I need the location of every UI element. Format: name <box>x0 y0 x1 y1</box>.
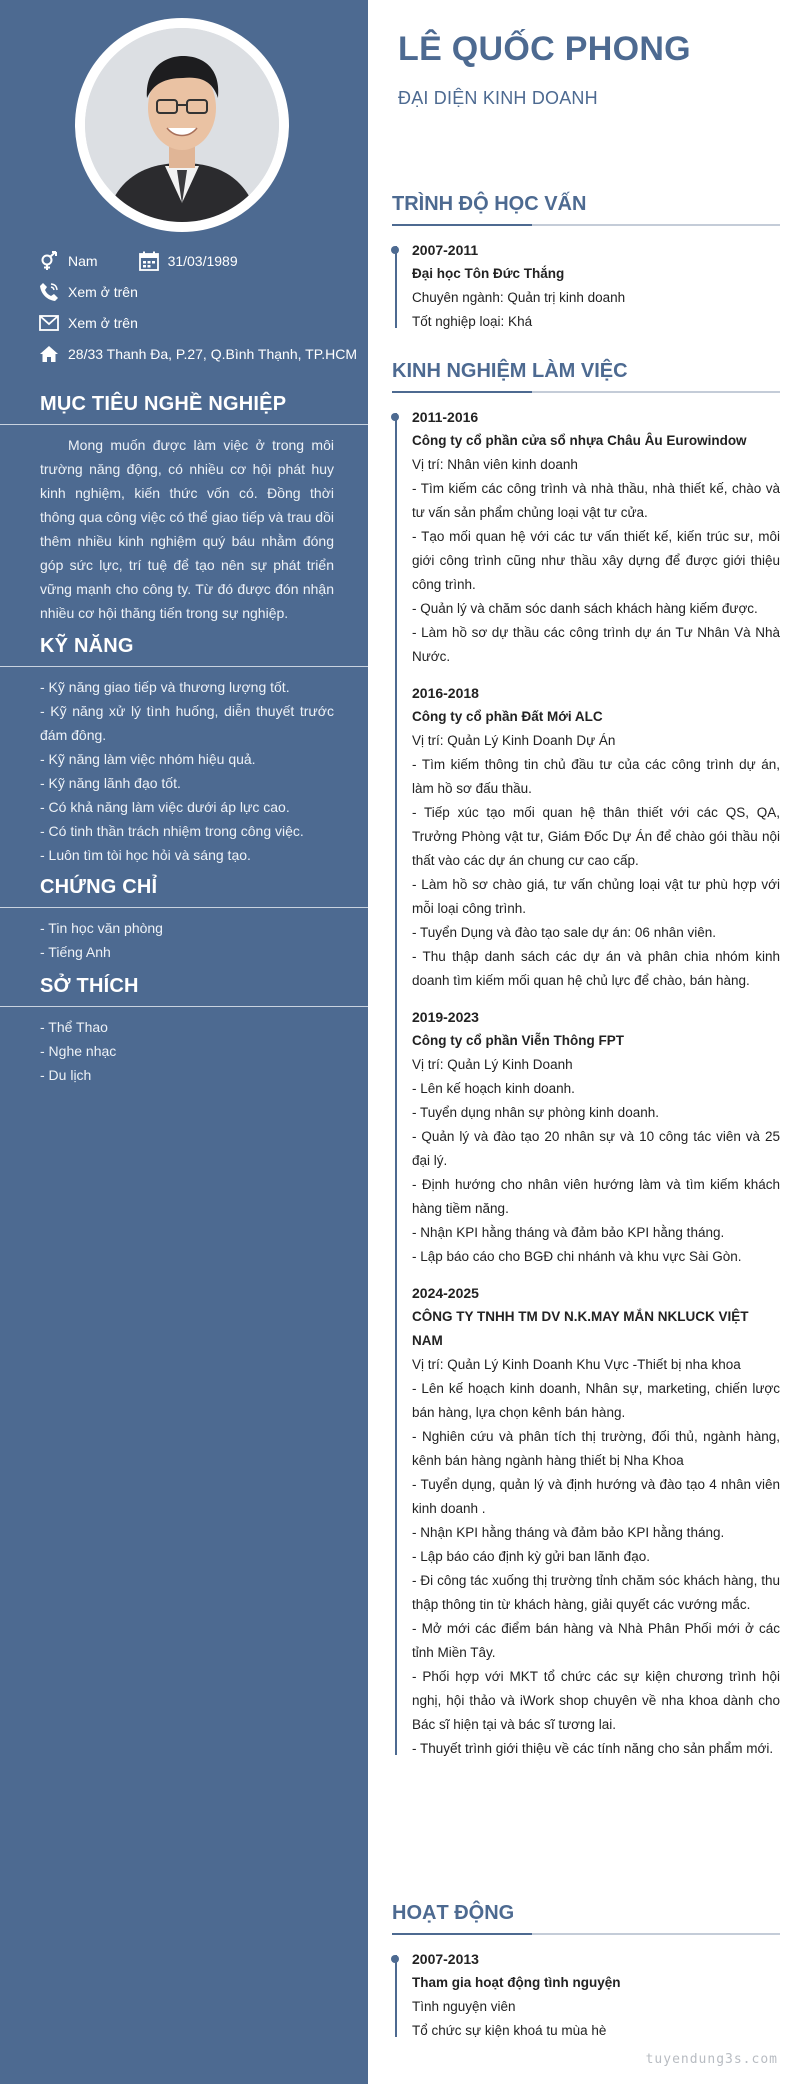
main-content <box>368 0 800 2084</box>
hobbies-title: SỞ THÍCH <box>40 975 139 997</box>
sidebar <box>0 0 368 2084</box>
certificate-item: - Tiếng Anh <box>40 944 111 960</box>
entry-line: - Nghiên cứu và phân tích thị trường, đối thủ, ngành hàng, kênh bán hàng ngành hàng thiết bị Nha Khoa <box>412 1429 780 1468</box>
entry-line: - Nhận KPI hằng tháng và đảm bảo KPI hằng tháng. <box>412 1525 725 1540</box>
entry-line: Vị trí: Quản Lý Kinh Doanh Khu Vực -Thiết bị nha khoa <box>412 1357 741 1372</box>
certificates-list <box>0 908 368 964</box>
skills-title: KỸ NĂNG <box>40 635 134 657</box>
entry-line: - Tuyển dụng, quản lý và định hướng và đào tạo 4 nhân viên kinh doanh . <box>412 1477 780 1516</box>
entry-line: Vị trí: Quản Lý Kinh Doanh Dự Án <box>412 733 616 748</box>
experience-entry <box>412 1281 780 1761</box>
activities-timeline <box>392 1947 780 2043</box>
objective-text: Mong muốn được làm việc ở trong môi trường năng động, có nhiều cơ hội phát huy kinh nghiệm, kiến thức vốn có. Đồng thời thông qua công việc có thể giao tiếp và trau dồi thêm nhiều kinh nghiệm quý báu nhằm đóng góp sức lực, trí tuệ để tạo nên sự phát triển vững mạnh cho công ty. Từ đó được đón nhận nhiều cơ hội thăng tiến trong sự nghiệp. <box>40 437 334 621</box>
phone-text: Xem ở trên <box>68 283 138 300</box>
hobby-item: - Nghe nhạc <box>40 1043 117 1059</box>
entry-line: Vị trí: Nhân viên kinh doanh <box>412 457 578 472</box>
avatar-portrait-icon <box>85 28 279 222</box>
entry-line: - Thuyết trình giới thiệu về các tính năng cho sản phẩm mới. <box>412 1741 774 1756</box>
education-timeline <box>392 238 780 334</box>
gender-info <box>38 250 98 272</box>
entry-line: - Làm hồ sơ chào giá, tư vấn chủng loại vật tư phù hợp với mỗi loại công trình. <box>412 877 780 916</box>
entry-period: 2024-2025 <box>412 1285 479 1301</box>
phone-icon <box>38 281 60 303</box>
skill-item: - Kỹ năng giao tiếp và thương lượng tốt. <box>40 679 290 695</box>
timeline-dot <box>391 1955 399 1963</box>
experience-timeline <box>392 405 780 1761</box>
gender-text: Nam <box>68 252 98 269</box>
entry-period: 2007-2011 <box>412 242 479 258</box>
skill-item: - Luôn tìm tòi học hỏi và sáng tạo. <box>40 847 251 863</box>
avatar-frame <box>75 18 289 232</box>
activities-divider <box>392 1933 780 1935</box>
timeline-dot <box>391 413 399 421</box>
entry-line: - Lên kế hoạch kinh doanh, Nhân sự, marketing, chiến lược bán hàng, lựa chọn kênh bán hàng. <box>412 1381 780 1420</box>
entry-organization: Công ty cổ phần Đất Mới ALC <box>412 709 603 724</box>
contact-row-email <box>38 307 358 338</box>
experience-entry <box>412 681 780 993</box>
entry-line: Tình nguyện viên <box>412 1999 516 2014</box>
education-title: TRÌNH ĐỘ HỌC VẤN <box>392 193 587 215</box>
gender-icon <box>38 250 60 272</box>
education-section <box>392 190 780 334</box>
candidate-name: LÊ QUỐC PHONG <box>398 30 691 68</box>
certificates-title: CHỨNG CHỈ <box>40 876 158 898</box>
experience-divider <box>392 391 780 393</box>
entry-line: Vị trí: Quản Lý Kinh Doanh <box>412 1057 573 1072</box>
entry-organization: Tham gia hoạt động tình nguyện <box>412 1975 621 1990</box>
entry-line: - Quản lý và chăm sóc danh sách khách hàng kiếm được. <box>412 601 758 616</box>
education-entry <box>412 238 780 334</box>
home-icon <box>38 343 60 365</box>
activity-entry <box>412 1947 780 2043</box>
objective-section <box>0 390 368 625</box>
envelope-icon <box>38 312 60 334</box>
entry-line: - Tiếp xúc tạo mối quan hệ thân thiết với các QS, QA, Trưởng Phòng vật tư, Giám Đốc Dự Án để chào gói thầu nội thất vào các dự án chung cư cao cấp. <box>412 805 780 868</box>
activities-section <box>392 1899 780 2043</box>
entry-period: 2007-2013 <box>412 1951 479 1967</box>
entry-period: 2019-2023 <box>412 1009 479 1025</box>
entry-line: - Tìm kiếm các công trình và nhà thầu, nhà thiết kế, chào và tư vấn sản phẩm chủng loại vật tư cửa. <box>412 481 780 520</box>
entry-line: Tổ chức sự kiện khoá tu mùa hè <box>412 2023 607 2038</box>
address-text: 28/33 Thanh Đa, P.27, Q.Bình Thạnh, TP.HCM <box>68 345 358 362</box>
hobby-item: - Thể Thao <box>40 1019 108 1035</box>
contact-row-phone <box>38 276 358 307</box>
entry-line: Tốt nghiệp loại: Khá <box>412 314 533 329</box>
entry-line: Chuyên ngành: Quản trị kinh doanh <box>412 290 626 305</box>
birthdate-text: 31/03/1989 <box>167 252 238 269</box>
activities-title: HOẠT ĐỘNG <box>392 1902 515 1924</box>
skill-item: - Có khả năng làm việc dưới áp lực cao. <box>40 799 290 815</box>
contact-row-gender-birth <box>38 245 358 276</box>
email-text: Xem ở trên <box>68 314 138 331</box>
skill-item: - Có tinh thần trách nhiệm trong công việc. <box>40 823 304 839</box>
entry-line: - Tạo mối quan hệ với các tư vấn thiết kế, kiến trúc sư, môi giới công trình cũng như thầu xây dựng để được giới thiệu công trình. <box>412 529 780 592</box>
birthdate-info <box>138 250 238 272</box>
entry-organization: CÔNG TY TNHH TM DV N.K.MAY MẮN NKLUCK VIỆT NAM <box>412 1309 749 1348</box>
entry-line: - Lập báo cáo cho BGĐ chi nhánh và khu vực Sài Gòn. <box>412 1249 742 1264</box>
entry-line: - Lên kế hoạch kinh doanh. <box>412 1081 575 1096</box>
skills-section <box>0 632 368 867</box>
skill-item: - Kỹ năng xử lý tình huống, diễn thuyết trước đám đông. <box>40 703 334 743</box>
entry-line: - Tuyển dụng nhân sự phòng kinh doanh. <box>412 1105 659 1120</box>
watermark: tuyendung3s.com <box>645 2052 778 2067</box>
entry-period: 2011-2016 <box>412 409 479 425</box>
entry-period: 2016-2018 <box>412 685 479 701</box>
entry-line: - Nhận KPI hằng tháng và đảm bảo KPI hằng tháng. <box>412 1225 725 1240</box>
entry-organization: Công ty cổ phần cửa sổ nhựa Châu Âu Eurowindow <box>412 433 747 448</box>
entry-line: - Định hướng cho nhân viên hướng làm và tìm kiếm khách hàng tiềm năng. <box>412 1177 780 1216</box>
contact-row-address <box>38 338 358 369</box>
objective-title: MỤC TIÊU NGHỀ NGHIỆP <box>40 393 287 415</box>
hobbies-list <box>0 1007 368 1087</box>
entry-line: - Tuyển Dụng và đào tạo sale dự án: 06 nhân viên. <box>412 925 716 940</box>
entry-line: - Mở mới các điểm bán hàng và Nhà Phân Phối mới ở các tỉnh Miền Tây. <box>412 1621 780 1660</box>
entry-line: - Thu thập danh sách các dự án và phân chia nhóm kinh doanh tìm kiếm mối quan hệ chủ lực để chào, bán hàng. <box>412 949 780 988</box>
skills-list <box>0 667 368 867</box>
education-divider <box>392 224 780 226</box>
avatar <box>85 28 279 222</box>
hobbies-section <box>0 972 368 1087</box>
entry-line: - Đi công tác xuống thị trường tỉnh chăm sóc khách hàng, thu thập thông tin từ khách hàng, giải quyết các vướng mắc. <box>412 1573 780 1612</box>
entry-line: - Lập báo cáo định kỳ gửi ban lãnh đạo. <box>412 1549 650 1564</box>
experience-section <box>392 357 780 1761</box>
hobby-item: - Du lịch <box>40 1067 92 1083</box>
contact-list <box>38 245 358 369</box>
experience-entry <box>412 405 780 669</box>
skill-item: - Kỹ năng làm việc nhóm hiệu quả. <box>40 751 256 767</box>
entry-line: - Tìm kiếm thông tin chủ đầu tư của các công trình dự án, làm hồ sơ đấu thầu. <box>412 757 780 796</box>
calendar-icon <box>138 250 160 272</box>
entry-organization: Công ty cổ phần Viễn Thông FPT <box>412 1033 624 1048</box>
certificate-item: - Tin học văn phòng <box>40 920 163 936</box>
candidate-job-title: ĐẠI DIỆN KINH DOANH <box>398 88 598 108</box>
skill-item: - Kỹ năng lãnh đạo tốt. <box>40 775 181 791</box>
certificates-section <box>0 873 368 964</box>
timeline-dot <box>391 246 399 254</box>
entry-organization: Đại học Tôn Đức Thắng <box>412 266 565 281</box>
entry-line: - Phối hợp với MKT tổ chức các sự kiện chương trình hội nghị, hội thảo và iWork shop chuyên về nha khoa dành cho Bác sĩ hiện tại và bác sĩ tương lai. <box>412 1669 780 1732</box>
experience-entry <box>412 1005 780 1269</box>
entry-line: - Làm hồ sơ dự thầu các công trình dự án Tư Nhân Và Nhà Nước. <box>412 625 780 664</box>
experience-title: KINH NGHIỆM LÀM VIỆC <box>392 360 628 382</box>
entry-line: - Quản lý và đào tạo 20 nhân sự và 10 công tác viên và 25 đại lý. <box>412 1129 780 1168</box>
